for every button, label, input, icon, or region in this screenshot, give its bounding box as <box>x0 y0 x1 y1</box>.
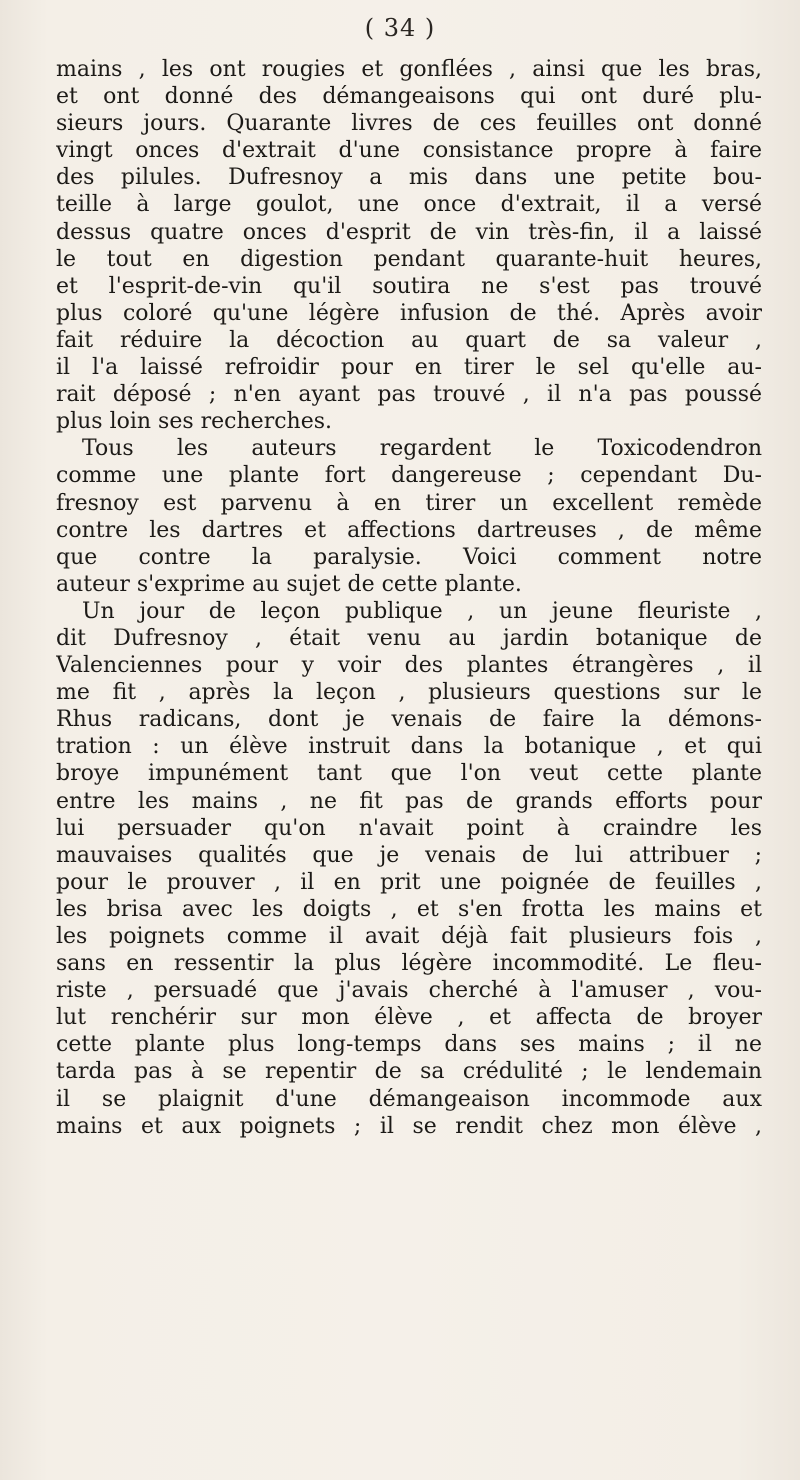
text-line: Valenciennes pour y voir des plantes étrangères , il <box>56 653 762 679</box>
text-line: teille à large goulot, une once d'extrait, il a versé <box>56 192 762 218</box>
text-line: comme une plante fort dangereuse ; cependant Du- <box>56 463 762 489</box>
text-line: mains , les ont rougies et gonflées , ainsi que les bras, <box>56 57 762 82</box>
text-line: fait réduire la décoction au quart de sa valeur , <box>56 327 762 353</box>
text-line: et l'esprit-de-vin qu'il soutira ne s'est pas trouvé <box>56 273 762 299</box>
text-line: il l'a laissé refroidir pour en tirer le sel qu'elle au- <box>56 355 762 381</box>
text-line: vingt onces d'extrait d'une consistance propre à faire <box>56 138 762 164</box>
page-number: ( 34 ) <box>364 14 436 42</box>
text-line: lui persuader qu'on n'avait point à craindre les <box>56 815 762 841</box>
text-line: et ont donné des démangeaisons qui ont duré plu- <box>56 84 762 110</box>
text-line: fresnoy est parvenu à en tirer un excellent remède <box>56 490 762 516</box>
body-text <box>56 56 762 1140</box>
text-line: contre les dartres et affections dartreuses , de même <box>56 517 762 543</box>
text-line: lut renchérir sur mon élève , et affecta de broyer <box>56 1005 762 1031</box>
text-line: rait déposé ; n'en ayant pas trouvé , il n'a pas poussé <box>56 382 762 408</box>
text-line: les poignets comme il avait déjà fait plusieurs fois , <box>56 924 762 949</box>
text-line: mains et aux poignets ; il se rendit chez mon élève , <box>56 1113 762 1139</box>
text-line: plus loin ses recherches. <box>56 409 332 435</box>
text-line: le tout en digestion pendant quarante-huit heures, <box>56 246 762 272</box>
text-line: dit Dufresnoy , était venu au jardin botanique de <box>56 625 762 651</box>
text-line: des pilules. Dufresnoy a mis dans une petite bou- <box>56 165 762 191</box>
text-line: broye impunément tant que l'on veut cette plante <box>56 761 762 787</box>
text-line: me fit , après la leçon , plusieurs questions sur le <box>56 680 762 706</box>
text-line: mauvaises qualités que je venais de lui attribuer ; <box>56 842 762 868</box>
text-line: sieurs jours. Quarante livres de ces feuilles ont donné <box>56 111 762 137</box>
text-line: il se plaignit d'une démangeaison incommode aux <box>56 1086 762 1112</box>
text-line: dessus quatre onces d'esprit de vin très-fin, il a laissé <box>56 219 762 245</box>
text-line: cette plante plus long-temps dans ses mains ; il ne <box>56 1032 762 1058</box>
text-line: sans en ressentir la plus légère incommodité. Le fleu- <box>56 951 762 977</box>
text-line: riste , persuadé que j'avais cherché à l'amuser , vou- <box>56 978 762 1004</box>
text-line: tration : un élève instruit dans la botanique , et qui <box>56 734 762 760</box>
text-line: entre les mains , ne fit pas de grands efforts pour <box>56 788 762 814</box>
text-line: plus coloré qu'une légère infusion de thé. Après avoir <box>56 300 762 326</box>
text-line: les brisa avec les doigts , et s'en frotta les mains et <box>56 896 762 922</box>
text-line: tarda pas à se repentir de sa crédulité ; le lendemain <box>56 1059 762 1085</box>
text-line: pour le prouver , il en prit une poignée de feuilles , <box>56 869 762 895</box>
text-line: que contre la paralysie. Voici comment notre <box>56 544 762 570</box>
text-line: Un jour de leçon publique , un jeune fleuriste , <box>82 598 762 624</box>
text-line: auteur s'exprime au sujet de cette plante. <box>56 571 522 597</box>
text-line: Rhus radicans, dont je venais de faire la démons- <box>56 707 762 733</box>
text-line: Tous les auteurs regardent le Toxicodendron <box>82 436 762 462</box>
